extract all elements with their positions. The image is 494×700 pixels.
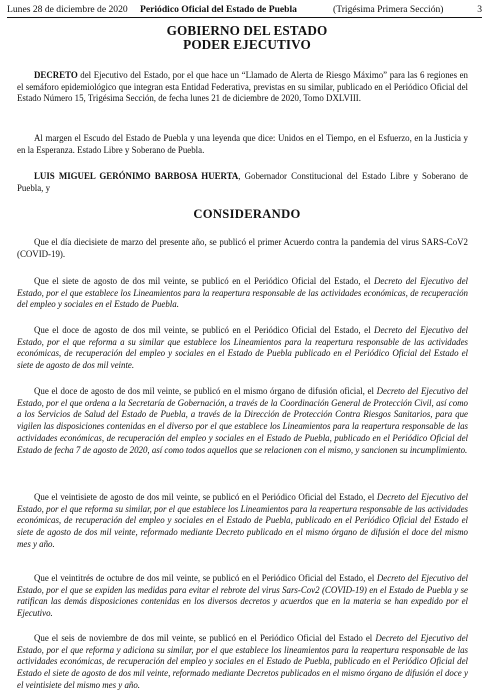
header-publication: Periódico Oficial del Estado de Puebla: [140, 4, 297, 15]
considering-paragraph-5: [17, 492, 468, 551]
paragraph-4-decree-title: Decreto del Ejecutivo del Estado, por el que ordena a la Secretaría de Gobernación, a través de la Coordinación General de Protección Civil, así como a los Servicios de Salud del Estado de Puebla, a través de la Dirección de Protección Contra Riesgos Sanitarios, para que vigilen las disposiciones contenidas en el diverso por el que establece los Lineamientos para la reapertura responsable de las actividades económicas, de recuperación del empleo y sociales en el Estado de Puebla, publicado en el Periódico Oficial del Estado de fecha 7 de agosto de 2020, así como todos aquellos que se relacionen con el mismo, y sancionen su incumplimiento.: [17, 386, 469, 455]
paragraph-2-text: Que el siete de agosto de dos mil veinte, se publicó en el Periódico Oficial del Estado, el: [34, 276, 374, 286]
governor-text: , Gobernador Constitucional del Estado Libre y Soberano de Puebla, y: [17, 171, 468, 193]
paragraph-2-decree-title: Decreto del Ejecutivo del Estado, por el que establece los Lineamientos para la reapertura responsable de las actividades económicas, de recuperación del empleo y sociales en el Estado de Puebla.: [17, 276, 468, 310]
paragraph-7-decree-title: Decreto del Ejecutivo del Estado, por el que reforma y adiciona su similar, por el que establece los lineamientos para la reapertura responsable de las actividades económicas, de recuperación del empleo y sociales en el Estado de Puebla, publicado en el Periódico Oficial del Estado el siete de agosto de dos mil veinte, reformado mediante Decretos publicados en el mismo órgano de difusión el doce y el veintisiete del mismo mes y año.: [17, 633, 468, 690]
page-number: 3: [477, 4, 482, 15]
paragraph-3-decree-title: Decreto del Ejecutivo del Estado, por el que reforma a su similar que establece los Lineamientos para la reapertura responsable de las actividades económicas, de recuperación del empleo y sociales en el Estado de Puebla publicado en el Periódico Oficial del Estado el siete de agosto de dos mil veinte.: [17, 325, 469, 371]
considering-paragraph-3: [17, 325, 468, 372]
decree-paragraph: [17, 70, 468, 105]
decree-text: del Ejecutivo del Estado, por el que hace un “Llamado de Alerta de Riesgo Máximo” para las 6 regiones en el semáforo epidemiológico que integran esta Entidad Federativa, previstas en su similar, publicado en el Periódico Oficial del Estado Número 15, Trigésima Sección, de fecha lunes 21 de diciembre de 2020, Tomo DXLVIII.: [17, 70, 468, 104]
governor-name: LUIS MIGUEL GERÓNIMO BARBOSA HUERTA: [34, 171, 239, 181]
title-line-1: GOBIERNO DEL ESTADO: [166, 23, 328, 38]
header-date: Lunes 28 de diciembre de 2020: [7, 4, 128, 15]
paragraph-5-decree-title: Decreto del Ejecutivo del Estado, por el que reforma su similar, por el que establece los Lineamientos para la reapertura responsable de las actividades económicas, de recuperación del empleo y sociales en el Estado de Puebla, publicado en el Periódico Oficial del Estado el siete de agosto de dos mil veinte, reformado mediante Decreto publicado en el mismo órgano de difusión el doce del mismo mes y año.: [17, 492, 468, 549]
header-section: (Trigésima Primera Sección): [333, 4, 444, 15]
margin-note-paragraph: Al margen el Escudo del Estado de Puebla y una leyenda que dice: Unidos en el Tiempo, en el Esfuerzo, en la Justicia y en la Esperanza. Estado Libre y Soberano de Puebla.: [17, 133, 468, 155]
paragraph-3-text: Que el doce de agosto de dos mil veinte, se publicó en el Periódico Oficial del Estado, el: [34, 325, 375, 335]
paragraph-4-text: Que el doce de agosto de dos mil veinte, se publicó en el mismo órgano de difusión oficial, el: [34, 386, 377, 396]
paragraph-6-decree-title: Decreto del Ejecutivo del Estado, por el que se expiden las medidas para evitar el rebrote del virus Sars-Cov2 (COVID-19) en el Estado de Puebla y se ratifican las demás disposiciones contenidas en los diversos decretos y acuerdos que en la materia se han expedido por el Ejecutivo.: [17, 573, 468, 619]
considering-paragraph-4: [17, 386, 468, 456]
paragraph-6-text: Que el veintitrés de octubre de dos mil veinte, se publicó en el Periódico Oficial del Estado, el: [34, 573, 377, 583]
paragraph-5-text: Que el veintisiete de agosto de dos mil veinte, se publicó en el Periódico Oficial del Estado, el: [34, 492, 377, 502]
considering-paragraph-2: [17, 276, 468, 311]
governor-paragraph: [17, 171, 468, 194]
considering-paragraph-6: [17, 573, 468, 620]
header-rule: [7, 17, 482, 18]
considering-paragraph-7: [17, 633, 468, 692]
page-header: [7, 4, 482, 16]
title-line-2: PODER EJECUTIVO: [183, 37, 311, 52]
decree-lead: DECRETO: [34, 70, 78, 80]
paragraph-7-text: Que el seis de noviembre de dos mil veinte, se publicó en el Periódico Oficial del Estado el: [34, 633, 376, 643]
considering-paragraph-1: Que el día diecisiete de marzo del presente año, se publicó el primer Acuerdo contra la pandemia del virus SARS-CoV2 (COVID-19).: [17, 237, 468, 259]
considering-heading: CONSIDERANDO: [193, 207, 301, 221]
